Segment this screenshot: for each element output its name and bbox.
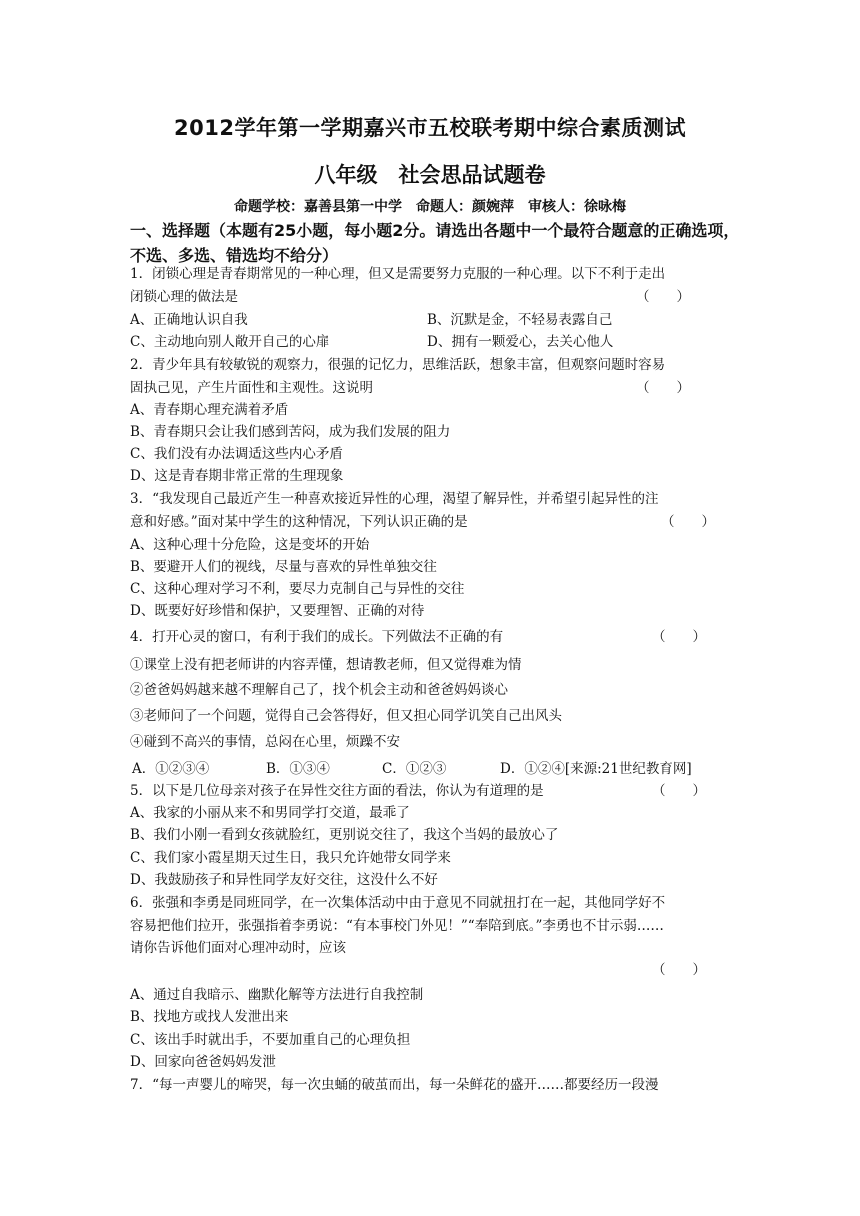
q1-option-a: A、正确地认识自我 [130, 312, 248, 328]
q6-stem-line1: 6．张强和李勇是同班同学，在一次集体活动中由于意见不同就扭打在一起，其他同学好不 [130, 895, 666, 911]
q3-stem-line1: 3．“我发现自己最近产生一种喜欢接近异性的心理，渴望了解异性，并希望引起异性的注 [130, 491, 659, 507]
q2-option-b: B、青春期只会让我们感到苦闷，成为我们发展的阻力 [130, 424, 451, 440]
q1-stem-line2: 闭锁心理的做法是 [130, 289, 238, 305]
q6-option-d: D、回家向爸爸妈妈发泄 [130, 1054, 276, 1070]
exam-subtitle: 八年级 社会思品试题卷 [314, 163, 546, 187]
q1-option-d: D、拥有一颗爱心，去关心他人 [427, 334, 614, 350]
q1-option-c: C、主动地向别人敞开自己的心扉 [130, 334, 330, 350]
q6-option-b: B、找地方或找人发泄出来 [130, 1009, 289, 1025]
q4-item-3: ③老师问了一个问题，觉得自己会答得好，但又担心同学讥笑自己出风头 [130, 708, 562, 724]
q7-stem-line1: 7．“每一声婴儿的啼哭，每一次虫蛹的破茧而出，每一朵鲜花的盛开……都要经历一段漫 [130, 1077, 659, 1093]
q5-option-a: A、我家的小丽从来不和男同学打交道，最乖了 [130, 805, 410, 821]
q4-item-1: ①课堂上没有把老师讲的内容弄懂，想请教老师，但又觉得难为情 [130, 657, 522, 673]
q3-stem-line2: 意和好感。”面对某中学生的这种情况，下列认识正确的是 [130, 514, 468, 530]
section-heading: 一、选择题（本题有25小题，每小题2分。请选出各题中一个最符合题意的正确选项，不选、多选、错选均不给分） [130, 221, 740, 265]
q2-option-a: A、青春期心理充满着矛盾 [130, 402, 289, 418]
answer-blank: （ ） [652, 629, 706, 645]
q2-stem-line2: 固执己见，产生片面性和主观性。这说明 [130, 380, 373, 396]
exam-meta: 命题学校：嘉善县第一中学 命题人：颜婉萍 审核人：徐咏梅 [234, 199, 626, 215]
q3-option-d: D、既要好好珍惜和保护，又要理智、正确的对待 [130, 603, 425, 619]
q4-option-d: D．①②④[来源:21世纪教育网] [500, 761, 692, 777]
q4-option-b: B．①③④ [266, 761, 330, 777]
q1-option-b: B、沉默是金，不轻易表露自己 [427, 312, 613, 328]
q2-option-d: D、这是青春期非常正常的生理现象 [130, 468, 344, 484]
answer-blank: （ ） [636, 289, 690, 305]
q5-stem-line1: 5．以下是几位母亲对孩子在异性交往方面的看法，你认为有道理的是 [130, 783, 544, 799]
q5-option-d: D、我鼓励孩子和异性同学友好交往，这没什么不好 [130, 872, 438, 888]
q5-option-c: C、我们家小霞星期天过生日，我只允许她带女同学来 [130, 850, 451, 866]
q4-option-c: C．①②③ [382, 761, 447, 777]
q1-stem-line1: 1．闭锁心理是青春期常见的一种心理，但又是需要努力克服的一种心理。以下不利于走出 [130, 266, 666, 282]
q4-item-4: ④碰到不高兴的事情，总闷在心里，烦躁不安 [130, 734, 400, 750]
answer-blank: （ ） [652, 962, 706, 978]
q3-option-b: B、要避开人们的视线，尽量与喜欢的异性单独交往 [130, 559, 437, 575]
q4-stem-line1: 4．打开心灵的窗口，有利于我们的成长。下列做法不正确的有 [130, 629, 504, 645]
q2-option-c: C、我们没有办法调适这些内心矛盾 [130, 446, 343, 462]
q3-option-c: C、这种心理对学习不利，要尽力克制自己与异性的交往 [130, 581, 465, 597]
q6-option-a: A、通过自我暗示、幽默化解等方法进行自我控制 [130, 987, 424, 1003]
q4-item-2: ②爸爸妈妈越来越不理解自己了，找个机会主动和爸爸妈妈谈心 [130, 682, 508, 698]
q2-stem-line1: 2．青少年具有较敏锐的观察力，很强的记忆力，思维活跃，想象丰富，但观察问题时容易 [130, 357, 666, 373]
answer-blank: （ ） [661, 514, 715, 530]
q6-option-c: C、该出手时就出手，不要加重自己的心理负担 [130, 1032, 411, 1048]
q6-stem-line3: 请你告诉他们面对心理冲动时，应该 [130, 940, 346, 956]
answer-blank: （ ） [636, 380, 690, 396]
exam-title: 2012学年第一学期嘉兴市五校联考期中综合素质测试 [174, 116, 686, 140]
answer-blank: （ ） [652, 783, 706, 799]
q5-option-b: B、我们小刚一看到女孩就脸红，更别说交往了，我这个当妈的最放心了 [130, 827, 559, 843]
q6-stem-line2: 容易把他们拉开，张强指着李勇说：“有本事校门外见！”“奉陪到底。”李勇也不甘示弱…… [130, 918, 664, 934]
q3-option-a: A、这种心理十分危险，这是变坏的开始 [130, 537, 370, 553]
q4-option-a: A．①②③④ [132, 761, 210, 777]
